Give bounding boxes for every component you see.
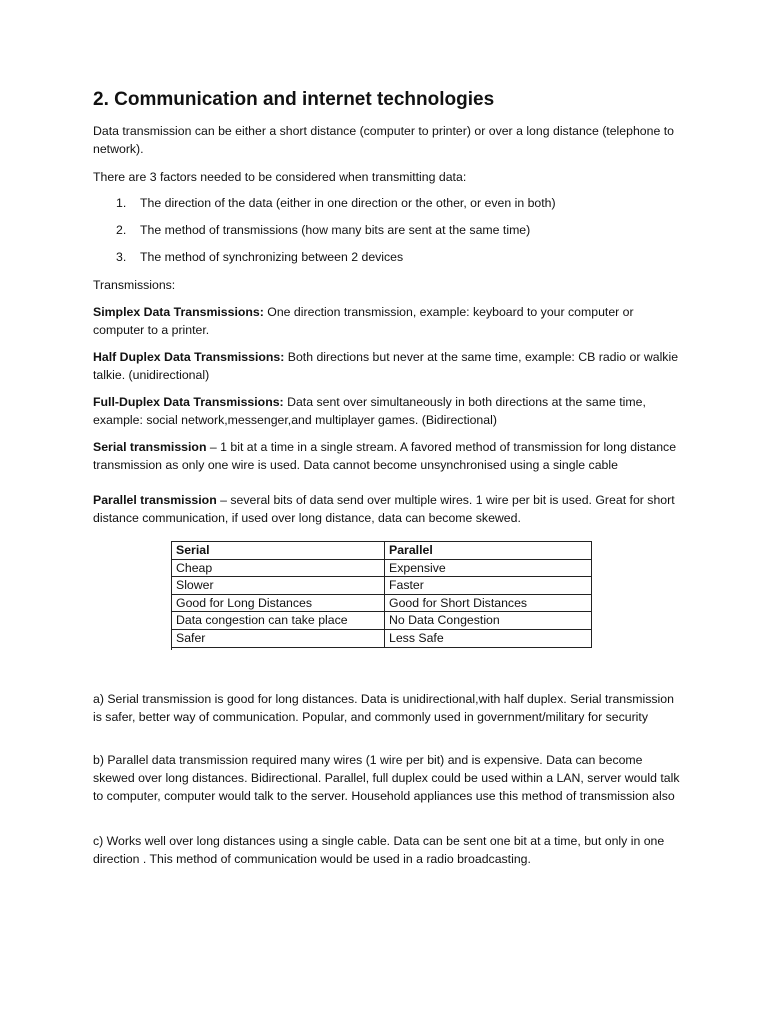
- table-cell: Expensive: [385, 559, 592, 577]
- table-row: [172, 629, 592, 647]
- transmissions-heading: Transmissions:: [93, 278, 176, 292]
- list-number: 3.: [116, 250, 127, 264]
- full-duplex-term: Full-Duplex Data Transmissions:: [93, 395, 284, 409]
- simplex-paragraph: [93, 303, 683, 339]
- table-header-parallel: Parallel: [385, 542, 592, 560]
- table-cell: Safer: [172, 629, 385, 647]
- table-row: [172, 559, 592, 577]
- simplex-text: One direction transmission, example: keyboard to your computer or computer to a printer.: [93, 305, 634, 337]
- table-row: [172, 612, 592, 630]
- table-cell: Data congestion can take place: [172, 612, 385, 630]
- table-cell: Good for Long Distances: [172, 594, 385, 612]
- full-duplex-text: Data sent over simultaneously in both directions at the same time, example: social network,messenger,and multiplayer games. (Bidirectional): [93, 395, 646, 427]
- table-cell: Slower: [172, 577, 385, 595]
- factors-intro: There are 3 factors needed to be considered when transmitting data:: [93, 170, 467, 184]
- serial-text: – 1 bit at a time in a single stream. A favored method of transmission for long distance transmission as only one wire is used. Data cannot become unsynchronised using a single cable: [93, 440, 677, 472]
- answer-c: c) Works well over long distances using a single cable. Data can be sent one bit at a time, but only in one direction . This method of communication would be used in a radio broadcasting.: [93, 834, 665, 866]
- parallel-text: – several bits of data send over multiple wires. 1 wire per bit is used. Great for short distance communication, if used over long distance, data can become skewed.: [93, 493, 675, 525]
- answer-a: a) Serial transmission is good for long distances. Data is unidirectional,with half duplex. Serial transmission is safer, better way of communication. Popular, and commonly used in government/military for security: [93, 692, 674, 724]
- list-number: 1.: [116, 196, 127, 210]
- serial-paragraph: [93, 438, 683, 474]
- half-duplex-term: Half Duplex Data Transmissions:: [93, 350, 285, 364]
- parallel-term: Parallel transmission: [93, 493, 217, 507]
- table-row: [172, 594, 592, 612]
- factors-list: [116, 194, 556, 275]
- table-cell: Cheap: [172, 559, 385, 577]
- half-duplex-text: Both directions but never at the same time, example: CB radio or walkie talkie. (unidirectional): [93, 350, 679, 382]
- table-header-row: [172, 542, 592, 560]
- answer-b: b) Parallel data transmission required many wires (1 wire per bit) and is expensive. Data can become skewed over long distances. Bidirectional. Parallel, full duplex could be used within a LAN, server would talk to computer, computer would talk to the server. Household appliances use this method of transmission also: [93, 753, 680, 803]
- list-item: [116, 194, 556, 221]
- parallel-paragraph: [93, 491, 683, 527]
- table-cell: Good for Short Distances: [385, 594, 592, 612]
- table-border-tick: [171, 644, 172, 650]
- comparison-table: [171, 541, 592, 648]
- list-text: The method of transmissions (how many bits are sent at the same time): [140, 223, 531, 237]
- half-duplex-paragraph: [93, 348, 683, 384]
- page-title: 2. Communication and internet technologies: [93, 89, 495, 110]
- table-cell: Less Safe: [385, 629, 592, 647]
- simplex-term: Simplex Data Transmissions:: [93, 305, 264, 319]
- list-item: [116, 221, 556, 248]
- list-number: 2.: [116, 223, 127, 237]
- table-cell: No Data Congestion: [385, 612, 592, 630]
- list-text: The method of synchronizing between 2 devices: [140, 250, 404, 264]
- full-duplex-paragraph: [93, 393, 683, 429]
- intro-paragraph: Data transmission can be either a short distance (computer to printer) or over a long distance (telephone to network).: [93, 124, 674, 156]
- table-row: [172, 577, 592, 595]
- list-text: The direction of the data (either in one direction or the other, or even in both): [140, 196, 556, 210]
- table-header-serial: Serial: [172, 542, 385, 560]
- table-cell: Faster: [385, 577, 592, 595]
- list-item: [116, 248, 556, 275]
- serial-term: Serial transmission: [93, 440, 207, 454]
